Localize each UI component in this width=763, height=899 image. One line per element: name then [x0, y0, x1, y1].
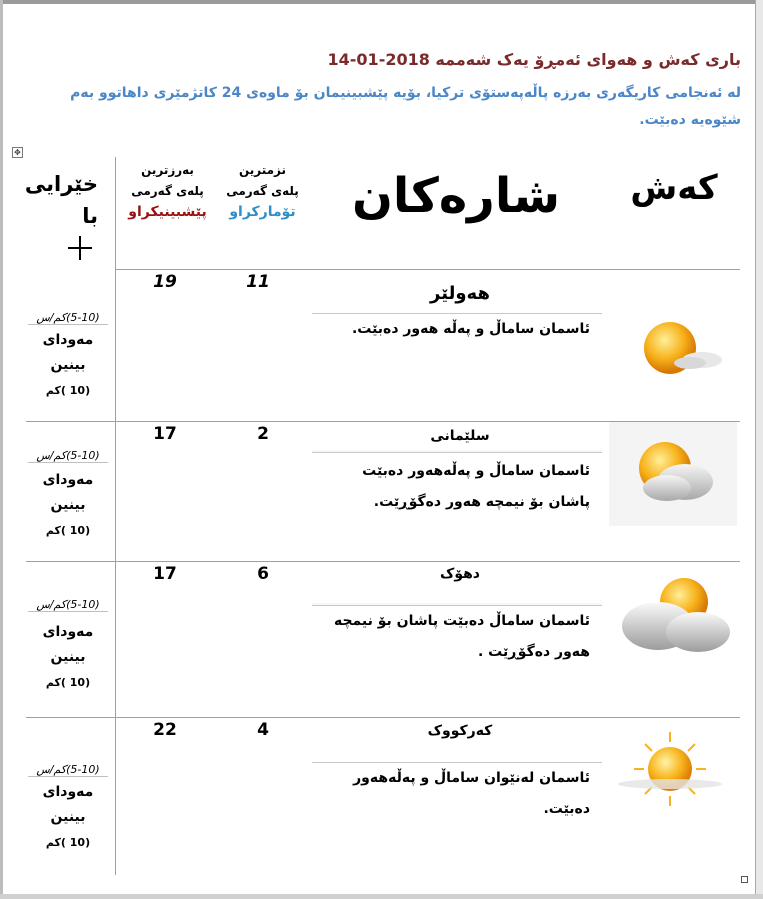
- window-bottom-border: [0, 894, 763, 899]
- min-temp-value: 11: [246, 272, 270, 292]
- min-temp-value: 4: [257, 720, 269, 740]
- max-temp-value: 17: [153, 424, 177, 444]
- visibility-label: بینین: [50, 809, 86, 825]
- max-temp-value: 22: [153, 720, 177, 740]
- visibility-distance: (10 )کم: [45, 524, 91, 537]
- visibility-label: مەودای: [42, 332, 94, 348]
- weather-description: ئاسمان لەنێوان ساماڵ و پەڵەهەور دەبێت.: [312, 762, 602, 828]
- wind-speed-value: (5-10)کم/س: [28, 311, 108, 325]
- visibility-block: [28, 468, 108, 543]
- weather-description: ئاسمان ساماڵ و پەڵەهەور دەبێت پاشان بۆ نیمچە هەور دەگۆڕێت.: [312, 452, 602, 557]
- min-temp-header-line2: پلەی گەرمی: [226, 184, 299, 198]
- header-divider: [115, 269, 740, 270]
- visibility-label: مەودای: [42, 784, 94, 800]
- max-temp-header-line1: بەرزترین: [141, 163, 194, 177]
- min-temp-value: 6: [257, 564, 269, 584]
- max-temp-value: 17: [153, 564, 177, 584]
- visibility-block: [28, 620, 108, 695]
- table-resize-handle-icon[interactable]: [741, 876, 748, 883]
- visibility-distance: (10 )کم: [45, 836, 91, 849]
- city-name: هەولێر: [430, 283, 490, 304]
- max-temp-header-line2: پلەی گەرمی: [131, 184, 204, 198]
- window-left-border: [0, 0, 3, 899]
- visibility-label: مەودای: [42, 624, 94, 640]
- document-title: باری کەش و هەوای ئەمڕۆ یەک شەممە 2018-01-14: [327, 50, 741, 69]
- wind-header-line1: خێرایی: [24, 172, 98, 196]
- min-temp-header-line1: نزمترین: [238, 163, 287, 177]
- visibility-block: [28, 328, 108, 403]
- weather-description: ئاسمان ساماڵ و پەڵە هەور دەبێت.: [312, 313, 602, 345]
- row-divider: [26, 717, 740, 718]
- min-temp-value: 2: [257, 424, 269, 444]
- weather-column-header: کەش: [630, 168, 718, 208]
- cities-column-header: شارەکان: [351, 168, 561, 224]
- visibility-label: مەودای: [42, 472, 94, 488]
- max-temp-column-header: [120, 160, 215, 223]
- table-move-handle-icon[interactable]: ✥: [12, 147, 23, 158]
- city-name: سلێمانی: [430, 428, 490, 444]
- visibility-label: بینین: [50, 497, 86, 513]
- weather-description: ئاسمان ساماڵ دەبێت پاشان بۆ نیمچە هەور دەگۆڕێت .: [312, 605, 602, 715]
- wind-speed-value: (5-10)کم/س: [28, 763, 108, 777]
- visibility-block: [28, 780, 108, 855]
- min-temp-column-header: [215, 160, 310, 223]
- visibility-label: بینین: [50, 357, 86, 373]
- city-name: دهۆک: [439, 566, 480, 582]
- city-name: کەرکووک: [427, 723, 493, 739]
- visibility-distance: (10 )کم: [45, 384, 91, 397]
- sun-with-small-cloud-icon: [632, 318, 726, 380]
- visibility-distance: (10 )کم: [45, 676, 91, 689]
- wind-speed-value: (5-10)کم/س: [28, 598, 108, 612]
- wind-speed-column-header: [20, 168, 98, 232]
- wind-header-line2: با: [82, 204, 98, 228]
- forecast-label: پێشبینیکراو: [128, 204, 207, 220]
- max-temp-value: 19: [153, 272, 177, 292]
- visibility-label: بینین: [50, 649, 86, 665]
- sun-with-haze-icon: [614, 728, 726, 810]
- window-top-border: [0, 0, 763, 4]
- vertical-scrollbar[interactable]: [755, 0, 763, 899]
- add-row-plus-icon[interactable]: [68, 236, 92, 260]
- document-subtitle: لە ئەنجامی کاریگەری بەرزە پاڵەپەستۆی ترکیا، بۆیە پێشبینیمان بۆ ماوەی 24 کاتژمێری داهاتوو بەم شێوەیە دەبێت.: [70, 85, 741, 128]
- wind-speed-value: (5-10)کم/س: [28, 449, 108, 463]
- partly-cloudy-icon: [609, 422, 737, 526]
- mostly-cloudy-icon: [612, 570, 736, 664]
- recorded-label: تۆمارکراو: [229, 204, 296, 220]
- row-divider: [26, 561, 740, 562]
- column-divider: [115, 157, 116, 875]
